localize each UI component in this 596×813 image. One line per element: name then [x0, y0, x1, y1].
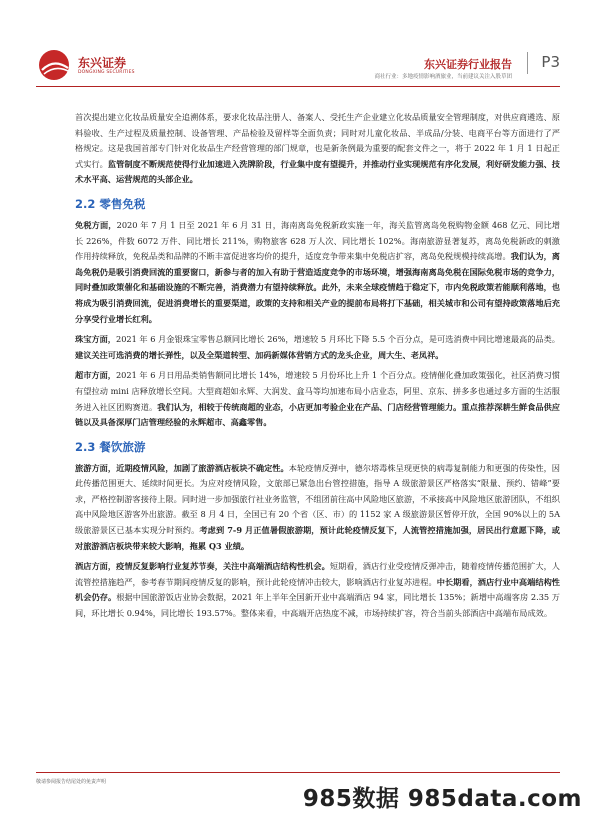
paragraph-bold-text: 我们认为，离岛免税仍是吸引消费回流的重要窗口，新参与者的加入有助于营造适度竞争的市场环境，增强海南离岛免税在国际免税市场的竞争力，同时叠加政策催化和基础设施的不断完善，消费潜力有望持续释放。此外，未来全球疫情趋于稳定下，市内免税政策若能顺利落地，也将成为吸引消费回流，促进消费增长的重要渠道，政策的支持和相关产业的提前布局将打下基础，相关城市和公司有望持政策落地后充分享受行业增长红利。	[75, 251, 560, 324]
page-number: P3	[541, 53, 560, 71]
paragraph-bold-text: 中长期看，酒店行业中高端结构性机会仍存。	[75, 576, 560, 603]
section-heading-retail-dutyfree: 2.2 零售免税	[75, 196, 146, 211]
section-heading-catering-tourism: 2.3 餐饮旅游	[75, 439, 146, 454]
logo-text-cn: 东兴证券	[78, 56, 127, 70]
footer-disclaimer: 敬请参阅报告结尾处的免责声明	[36, 779, 107, 785]
company-logo	[36, 48, 135, 84]
paragraph-bold-text: 监管制度不断规范使得行业加速进入洗牌阶段，行业集中度有望提升，并推动行业实现规范有序化发展，利好研发能力强、技术水平高、运营规范的头部企业。	[75, 158, 560, 185]
watermark-text: 985数据 985data.com	[302, 786, 582, 812]
paragraph-label: 珠宝方面，	[75, 334, 116, 345]
report-subtitle: 商社行业：多地疫情影响酒旅业，当前建议关注入股草团	[374, 74, 512, 80]
paragraph-hotel	[75, 559, 560, 621]
page-header	[0, 0, 596, 100]
paragraph-jewelry	[75, 332, 560, 363]
paragraph-label: 超市方面，	[75, 370, 116, 381]
paragraph-tourism	[75, 461, 560, 555]
paragraph-text: 本轮疫情反弹中，德尔塔毒株呈现更快的病毒复制能力和更强的传染性，因此传播范围更大、延续时间更长。为应对疫情风险，文旅部已紧急出台管控措施，指导 A 级旅游景区严格落实“限量、预约、错峰”要求，严格控制游客接待上限。同时进一步加强旅行社业务监管，不组团前往高中风险地区旅游，不承接高中风险地区旅游团队，不组织高中风险地区游客外出旅游。截至 8 月 4 日，全国已有 20 个省（区、市）的 1152 家 A 级旅游景区暂停开放，全国 90%以上的 5A 级旅游景区已基本实现分时预约。	[75, 462, 560, 536]
paragraph-label: 免税方面，	[75, 219, 117, 230]
main-content	[75, 110, 560, 627]
paragraph-label: 旅游方面，近期疫情风险，加剧了旅游酒店板块不确定性。	[75, 462, 289, 473]
paragraph-text: 短期看，酒店行业受疫情反弹冲击，随着疫情传播范围扩大，人流管控措施趋严，参考春节期间疫情反复的影响，预计此轮疫情冲击较大，影响酒店行业复苏进程。	[75, 561, 560, 587]
paragraph-cosmetics-regulation	[75, 110, 560, 188]
paragraph-text: 2020 年 7 月 1 日至 2021 年 6 月 31 日，海南离岛免税新政实施一年，海关监管离岛免税购物金额 468 亿元、同比增长 226%，件数 6072 万件、同比增长 211%，购物旅客 628 万人次、同比增长 102%。海南旅游显著复苏，离岛免税新政的刺激作用持续释放，免税品类和品牌的不断丰富促进客均价的提升，适度竞争带来集中免税店扩容，离岛免税规模持续高增。	[75, 219, 560, 262]
paragraph-duty-free	[75, 218, 560, 327]
paragraph-text: 2021 年 6 月金银珠宝零售总额同比增长 26%，增速较 5 月环比下降 5.5 个百分点，是可选消费中同比增速最高的品类。	[115, 334, 560, 345]
paragraph-bold-text: 考虑到 7-9 月正值暑假旅游期，预计此轮疫情反复下，人流管控措施加强，居民出行意愿下降，或对旅游酒店板块带来较大影响，拖累 Q3 业绩。	[75, 525, 560, 551]
report-title: 东兴证券行业报告	[424, 58, 512, 71]
paragraph-label: 酒店方面，疫情反复影响行业复苏节奏，关注中高端酒店结构性机会。	[75, 561, 330, 572]
paragraph-bold-text: 我们认为，相较于传统商超的业态，小店更加考验企业在产品、门店经营管理能力。重点推荐深耕生鲜食品供应链以及具备深厚门店管理经验的永辉超市、高鑫零售。	[75, 401, 560, 428]
logo-mark-icon	[36, 48, 80, 82]
paragraph-supermarket	[75, 368, 560, 430]
paragraph-bold-text: 建议关注可选消费的增长弹性，以及全渠道转型、加码新媒体营销方式的龙头企业，周大生、老凤祥。	[75, 349, 444, 360]
paragraph-text: 根据中国旅游饭店业协会数据，2021 年上半年全国新开业中高端酒店 94 家，同比增长 135%；新增中高端客房 2.35 万间，环比增长 0.94%，同比增长 193.57%。整体来看，中高端开店热度不减，市场持续扩容，符合当前头部酒店中高端布局成效。	[75, 592, 560, 619]
footer-rule	[36, 772, 560, 773]
logo-text-en: DONGXING SECURITIES	[78, 70, 135, 75]
header-divider	[527, 52, 528, 74]
paragraph-text: 2021 年 6 月日用品类销售额同比增长 14%，增速较 5 月份环比上升 1 个百分点。疫情催化叠加政策强化，社区消费习惯有望拉动 mini 店释放增长空间。大型商超如永辉、大润发、盒马等均加速布局小店业态，阿里、京东、拼多多也通过多方面的生活服务进入社区团购赛道。	[75, 370, 560, 412]
paragraph-text: 首次提出建立化妆品质量安全追溯体系，要求化妆品注册人、备案人、受托生产企业建立化妆品质量安全管理制度，对供应商遴选、原料验收、生产过程及质量控制、设备管理、产品检验及留样等全面负责；同时对儿童化妆品、半成品/分装、电商平台等方面进行了严格规定。这是我国首部专门针对化妆品生产经营管理的部门规章，也是新条例最为重要的配套文件之一，将于 2022 年 1 月 1 日起正式实行。	[75, 112, 560, 169]
header-rule	[36, 86, 560, 87]
